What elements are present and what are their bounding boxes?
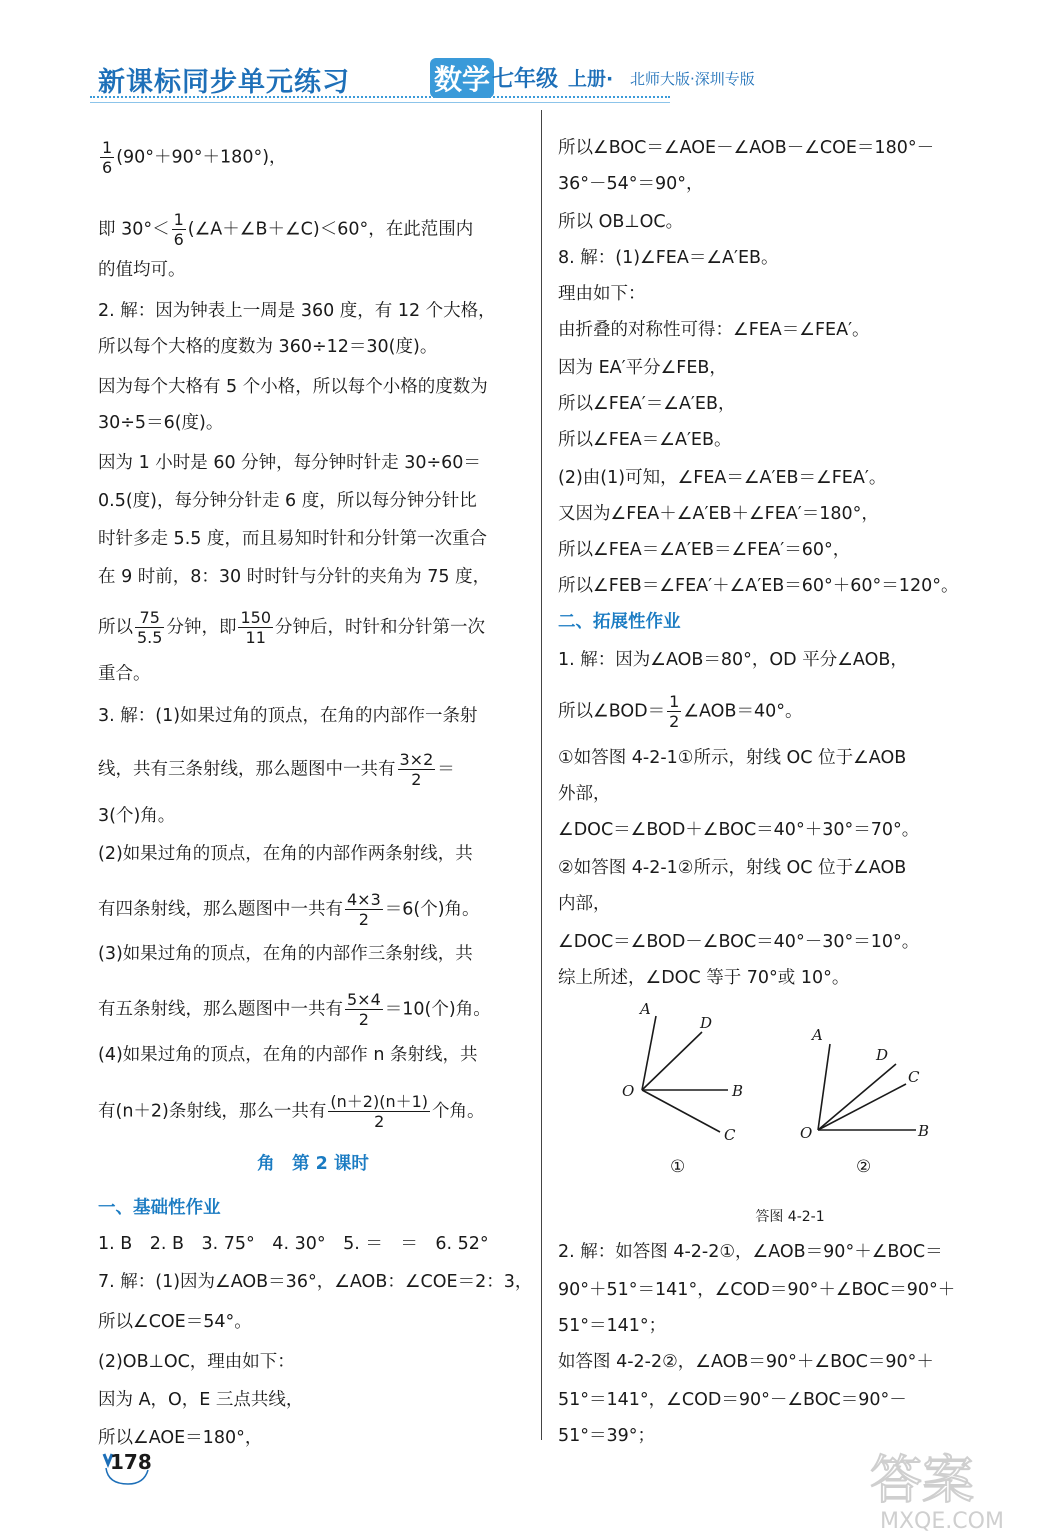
label-O: O (800, 1124, 813, 1142)
ray-OA (818, 1044, 830, 1130)
text-line: 即 30°＜ $\frac{1}{6}$ (∠A＋∠B＋∠C)＜60°，在此范围内 (98, 210, 474, 249)
text-line: 30÷5＝6(度)。 (98, 413, 224, 433)
page-number: 178 (110, 1450, 152, 1474)
text-line: ②如答图 4-2-1②所示，射线 OC 位于∠AOB (558, 858, 907, 878)
subject-badge: 数学 (430, 58, 494, 98)
lesson-title: 角 第 2 课时 (257, 1154, 369, 1174)
text-line: 因为 A，O，E 三点共线， (98, 1390, 304, 1410)
text-line: ①如答图 4-2-1①所示，射线 OC 位于∠AOB (558, 748, 907, 768)
text-line: $\frac{1}{6}$ (90°＋90°＋180°)， (102, 138, 287, 177)
label-B: B (732, 1082, 744, 1100)
text-line: 如答图 4-2-2②，∠AOB＝90°＋∠BOC＝90°＋ (558, 1352, 934, 1372)
text-line: 1. 解：因为∠AOB＝80°，OD 平分∠AOB， (558, 650, 908, 670)
text-line: 因为 1 小时是 60 分钟，每分钟时针走 30÷60＝ (98, 453, 481, 473)
section-heading: 一、基础性作业 (98, 1198, 221, 1218)
figure-2 (818, 1044, 916, 1130)
text-line: 有四条射线，那么题图中一共有 $\frac{4\times 3}{2}$ ＝6(个)角。 (98, 890, 480, 929)
text-line: 所以∠FEA′＝∠A′EB， (558, 394, 736, 414)
text-line: (4)如果过角的顶点，在角的内部作 n 条射线，共 (98, 1045, 478, 1065)
label-C: C (908, 1068, 920, 1086)
label-C: C (724, 1126, 736, 1144)
text-line: 所以∠FEB＝∠FEA′＋∠A′EB＝60°＋60°＝120°。 (558, 576, 959, 596)
fraction: $\frac{(n+2)(n+1)}{2}$ (330, 1092, 429, 1131)
fraction: $\frac{1}{6}$ (173, 210, 184, 249)
text-line: 1. B 2. B 3. 75° 4. 30° 5. ＝ ＝ 6. 52° (98, 1234, 489, 1254)
label-O: O (622, 1082, 635, 1100)
ray-OC (818, 1084, 906, 1130)
label-A: A (640, 1000, 651, 1018)
text-line: 内部， (558, 894, 611, 914)
text-line: 重合。 (98, 664, 151, 684)
text-line: 所以∠FEA＝∠A′EB。 (558, 430, 732, 450)
column-divider (541, 110, 542, 1440)
text-line: 90°＋51°＝141°，∠COD＝90°＋∠BOC＝90°＋ (558, 1280, 956, 1300)
fraction: $\frac{5\times 4}{2}$ (347, 990, 381, 1029)
text-line: 所以∠AOE＝180°， (98, 1428, 263, 1448)
text-line: 综上所述，∠DOC 等于 70°或 10°。 (558, 968, 850, 988)
header-dotted-rule (90, 96, 670, 98)
section-heading: 二、拓展性作业 (558, 612, 681, 632)
text-line: 8. 解：(1)∠FEA＝∠A′EB。 (558, 248, 779, 268)
page-header (90, 58, 970, 98)
text-line: 3. 解：(1)如果过角的顶点，在角的内部作一条射 (98, 706, 478, 726)
text-line: ∠DOC＝∠BOD－∠BOC＝40°－30°＝10°。 (558, 932, 920, 952)
fraction: $\frac{1}{6}$ (102, 138, 113, 177)
label-D: D (876, 1046, 889, 1064)
text-line: 所以∠BOC＝∠AOE－∠AOB－∠COE＝180°－ (558, 138, 935, 158)
text-line: (3)如果过角的顶点，在角的内部作三条射线，共 (98, 944, 473, 964)
text-line: (2)如果过角的顶点，在角的内部作两条射线，共 (98, 844, 473, 864)
text-line: 线，共有三条射线，那么题图中一共有 $\frac{3\times 2}{2}$ ＝ (98, 750, 455, 789)
text-line: 2. 解：如答图 4-2-2①，∠AOB＝90°＋∠BOC＝ (558, 1242, 943, 1262)
grade-label: 七年级 (492, 67, 559, 92)
text-line: 又因为∠FEA＋∠A′EB＋∠FEA′＝180°， (558, 504, 879, 524)
text-line: 因为每个大格有 5 个小格，所以每个小格的度数为 (98, 377, 488, 397)
text-line: 在 9 时前，8：30 时时针与分针的夹角为 75 度， (98, 567, 491, 587)
text-line: 7. 解：(1)因为∠AOB＝36°，∠AOB：∠COE＝2：3， (98, 1272, 533, 1292)
watermark-url: MXQE.COM (880, 1509, 1004, 1534)
ray-OD (818, 1064, 896, 1130)
text-line: 有(n＋2)条射线，那么一共有 $\frac{(n+2)(n+1)}{2}$ 个角。 (98, 1092, 485, 1131)
edition-label: 北师大版·深圳专版 (630, 70, 755, 88)
fraction: $\frac{75}{5.5}$ (137, 608, 163, 647)
figure-1-label: ① (670, 1157, 686, 1177)
text-line: 有五条射线，那么题图中一共有 $\frac{5\times 4}{2}$ ＝10(个)角。 (98, 990, 491, 1029)
text-line: 所以 OB⊥OC。 (558, 212, 684, 232)
book-title: 新课标同步单元练习 (98, 67, 350, 98)
text-line: 所以每个大格的度数为 360÷12＝30(度)。 (98, 337, 438, 357)
text-line: 36°－54°＝90°， (558, 174, 704, 194)
label-B: B (918, 1122, 930, 1140)
fraction: $\frac{1}{2}$ (669, 692, 680, 731)
text-line: ∠DOC＝∠BOD＋∠BOC＝40°＋30°＝70°。 (558, 820, 920, 840)
text-line: 2. 解：因为钟表上一周是 360 度，有 12 个大格， (98, 301, 496, 321)
text-line: 所以 $\frac{75}{5.5}$ 分钟，即 $\frac{150}{11}$ 分钟后，时针和分针第一次 (98, 608, 485, 647)
ray-OC (642, 1090, 720, 1132)
figure-1 (642, 1016, 728, 1132)
answer-figure (600, 992, 980, 1232)
figure-caption: 答图 4-2-1 (755, 1209, 825, 1225)
header-rule (90, 102, 670, 103)
watermark-logo (860, 1440, 1040, 1535)
text-line: 时针多走 5.5 度，而且易知时针和分针第一次重合 (98, 529, 487, 549)
text-line: 51°＝141°，∠COD＝90°－∠BOC＝90°－ (558, 1390, 907, 1410)
angle-diagrams (600, 992, 980, 1202)
text-line: 51°＝141°； (558, 1316, 667, 1336)
text-line: (2)OB⊥OC，理由如下： (98, 1352, 295, 1372)
text-line: 的值均可。 (98, 260, 186, 280)
label-A: A (812, 1026, 823, 1044)
figure-2-label: ② (856, 1157, 872, 1177)
fraction: $\frac{150}{11}$ (240, 608, 271, 647)
text-line: 由折叠的对称性可得：∠FEA＝∠FEA′。 (558, 320, 870, 340)
text-line: 所以∠BOD＝ $\frac{1}{2}$ ∠AOB＝40°。 (558, 692, 803, 731)
label-D: D (700, 1014, 713, 1032)
volume-label: 上册· (568, 68, 614, 90)
text-line: 0.5(度)，每分钟分针走 6 度，所以每分钟分针比 (98, 491, 477, 511)
text-line: 所以∠COE＝54°。 (98, 1312, 252, 1332)
text-line: 外部， (558, 784, 611, 804)
text-line: 51°＝39°； (558, 1426, 656, 1446)
text-line: 因为 EA′平分∠FEB， (558, 358, 727, 378)
text-line: 3(个)角。 (98, 806, 176, 826)
fraction: $\frac{3\times 2}{2}$ (399, 750, 434, 789)
watermark-text: 答案 (870, 1451, 975, 1511)
fraction: $\frac{4\times 3}{2}$ (347, 890, 381, 929)
text-line: 所以∠FEA＝∠A′EB＝∠FEA′＝60°， (558, 540, 851, 560)
text-line: 理由如下： (558, 284, 646, 304)
text-line: (2)由(1)可知，∠FEA＝∠A′EB＝∠FEA′。 (558, 468, 887, 488)
